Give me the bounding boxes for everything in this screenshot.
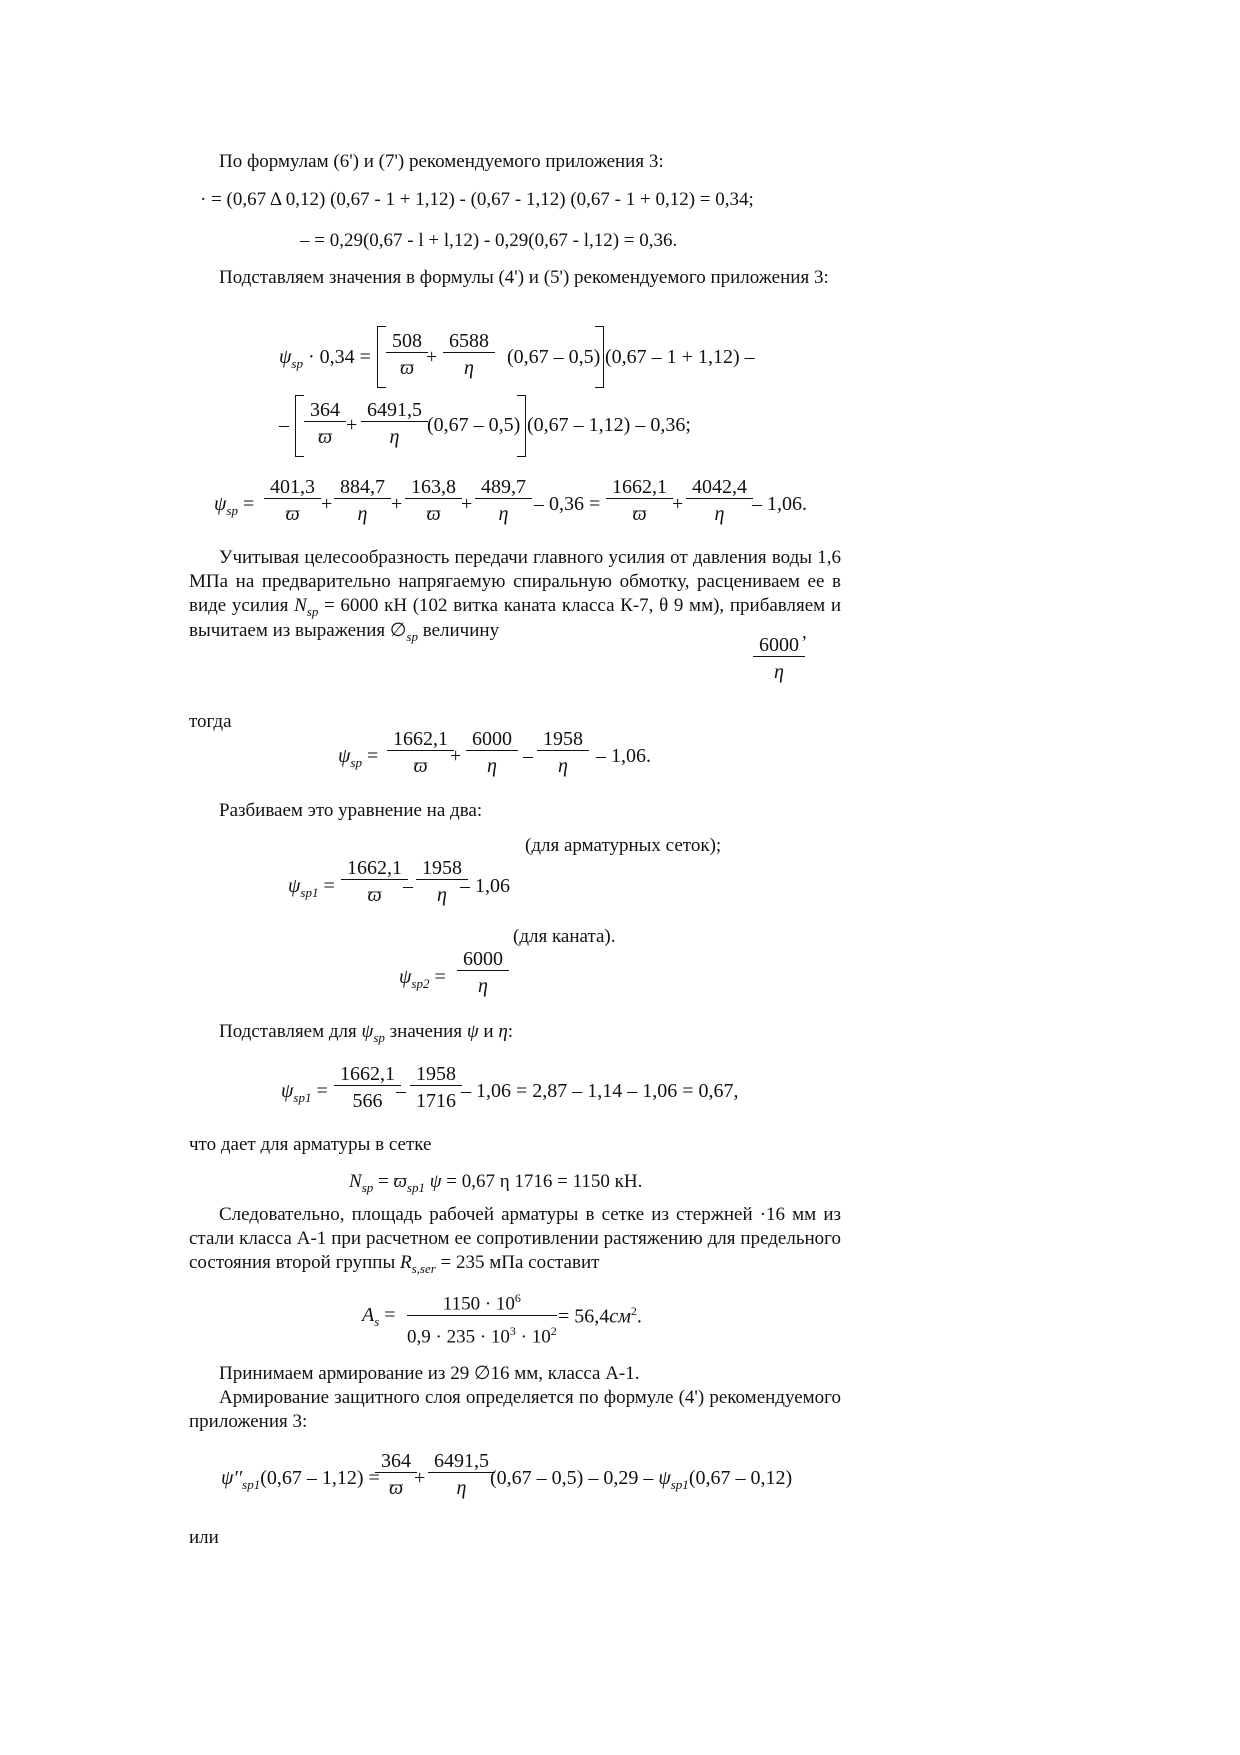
eq3-lhs-rest: · 0,34 = [307, 346, 371, 368]
eq6-d1: ϖ [413, 755, 428, 777]
eq12-plus: + [414, 1467, 426, 1489]
eq4-mid: (0,67 – 0,5) [427, 414, 521, 436]
eq11-num-exp: 6 [514, 1291, 521, 1305]
eq10-eq: = [378, 1171, 389, 1192]
eq10-rest: = 0,67 η 1716 = 1150 кН. [446, 1171, 643, 1192]
eq4-bracket-right [517, 395, 526, 457]
eq12-psi-sub: sp1 [242, 1477, 261, 1492]
p3-n-sub: sp [306, 604, 319, 619]
eq5-frac-6 [686, 476, 753, 525]
text-ili: или [189, 1527, 219, 1548]
paragraph-substitute: Подставляем значения в формулы (4') и (5') рекомендуемого приложения 3: [219, 267, 829, 288]
eq12-tail-a: (0,67 – 0,5) – 0,29 – [490, 1467, 654, 1489]
eq5-frac-5 [606, 476, 673, 525]
eq11-unit: см [609, 1305, 631, 1328]
eq6-plus: + [450, 745, 462, 767]
eq11-den-exp1: 3 [509, 1324, 516, 1339]
eq11-den [407, 1316, 557, 1348]
eq5-plus-2: + [391, 493, 403, 515]
eq7-n2: 1958 [416, 857, 468, 880]
eq9-d1: 566 [352, 1090, 383, 1112]
eq5-psi-sub: sp [226, 503, 238, 518]
eq10-w: ϖ [393, 1171, 407, 1192]
eq11-den-exp2: 2 [550, 1324, 557, 1339]
eq5-frac-3 [405, 476, 462, 525]
eq5-eq: = [242, 493, 255, 515]
p3-text-a: Учитывая целесообразность передачи главного усилия от давления воды 1,6 МПа на предварительно напрягаемую спиральную обмотку, расцениваем ее в виде усилия [189, 547, 841, 616]
paragraph-protective-layer: Армирование защитного слоя определяется по формуле (4') рекомендуемого приложения 3: [189, 1387, 841, 1432]
eq9-d2: 1716 [416, 1090, 456, 1112]
p3-comma: , [802, 622, 807, 643]
eq7-n1: 1662,1 [341, 857, 408, 880]
paragraph-force [189, 546, 841, 644]
p5-text-a: Подставляем для [219, 1021, 357, 1042]
eq9-minus: – [396, 1080, 406, 1102]
p7-r: R [399, 1252, 412, 1273]
p3-fraction [753, 634, 805, 683]
eq11-end: . [636, 1305, 642, 1328]
eq3-bracket-right [595, 326, 604, 388]
p7-r-sub: s,ser [411, 1261, 436, 1276]
eq10-psi: ψ [429, 1171, 442, 1192]
eq6-psi: ψ [338, 745, 351, 767]
eq12-psi2: ψ [658, 1467, 671, 1489]
eq9-n1: 1662,1 [334, 1063, 401, 1086]
eq12-psi: ψ′′ [221, 1467, 243, 1489]
eq11-den-a: 0,9 · 235 · 10 [407, 1326, 510, 1348]
eq5-n5: 1662,1 [606, 476, 673, 499]
eq4-plus: + [346, 414, 358, 436]
eq3-d2: η [464, 357, 474, 379]
p5-eta: η [498, 1021, 508, 1042]
eq3-tail: (0,67 – 1 + 1,12) – [605, 346, 755, 368]
eq6-n3: 1958 [537, 728, 589, 751]
p7-text-a: Следовательно, площадь рабочей арматуры в сетке из стержней ·16 мм из стали класса А-1 при расчетном ее сопротивлении растяжению для предельного состояния второй группы [189, 1204, 841, 1273]
eq12-d1: ϖ [388, 1477, 404, 1499]
eq4-tail: (0,67 – 1,12) – 0,36; [527, 414, 691, 436]
eq3-mid: (0,67 – 0,5) [507, 346, 601, 368]
eq5-d6: η [714, 503, 725, 525]
eq12-n2: 6491,5 [428, 1450, 495, 1473]
eq5-n1: 401,3 [264, 476, 321, 499]
eq12-frac-2 [428, 1450, 495, 1499]
eq5-plus-4: + [672, 493, 684, 515]
eq6-minus: – [523, 745, 533, 767]
eq11-num [407, 1287, 557, 1316]
eq3-frac-1 [386, 330, 428, 379]
eq11-rhs: = 56,4 [558, 1305, 610, 1328]
p3-text-b: = 6000 кН (102 витка каната класса К-7, θ 9 мм), прибавляем и вычитаем из выражения ∅ [189, 595, 842, 641]
p5-text-b: значения [389, 1021, 463, 1042]
eq12-n1: 364 [375, 1450, 417, 1473]
eq5-n3: 163,8 [405, 476, 462, 499]
eq11-a: A [362, 1304, 375, 1326]
eq5-d3: ϖ [426, 503, 441, 525]
eq9-n2: 1958 [410, 1063, 462, 1086]
eq5-plus-1: + [321, 493, 333, 515]
eq12-frac-1 [375, 1450, 417, 1499]
eq5-mid: – 0,36 = [534, 493, 601, 515]
eq5-n6: 4042,4 [686, 476, 753, 499]
equation-10 [349, 1170, 642, 1195]
p3-b-sub: sp [406, 629, 418, 644]
p3-frac-n: 6000 [753, 634, 805, 657]
eq12-lhs-rest: (0,67 – 1,12) = [260, 1467, 380, 1489]
eq4-lead: – [279, 414, 289, 436]
eq7-psi: ψ [288, 875, 301, 897]
eq7-d2: η [437, 884, 447, 906]
eq9-psi-sub: sp1 [293, 1090, 312, 1105]
eq3-psi: ψ [279, 346, 292, 368]
eq3-psi-sub: sp [291, 356, 303, 371]
eq8-d: η [478, 975, 488, 997]
eq6-frac-3 [537, 728, 589, 777]
paragraph-split: Разбиваем это уравнение на два: [219, 800, 483, 821]
equation-2: – = 0,29(0,67 - l + l,12) - 0,29(0,67 - l,12) = 0,36. [300, 230, 678, 251]
p3-n: N [294, 595, 307, 616]
eq3-frac-2 [443, 330, 495, 379]
eq4-d2: η [389, 426, 400, 448]
eq8-psi: ψ [399, 966, 412, 988]
eq5-d5: ϖ [632, 503, 647, 525]
eq8-frac [457, 948, 509, 997]
eq9-tail: – 1,06 = 2,87 – 1,14 – 1,06 = 0,67, [461, 1080, 739, 1102]
p5-colon: : [507, 1021, 514, 1042]
p5-psi-sub: sp [373, 1030, 385, 1045]
eq5-d1: ϖ [285, 503, 300, 525]
eq10-n: N [349, 1171, 362, 1192]
eq3-n2: 6588 [443, 330, 495, 353]
eq7-minus: – [403, 875, 413, 897]
eq11-unit-exp: 2 [630, 1304, 637, 1318]
eq3-d1: ϖ [399, 357, 415, 379]
eq11-a-sub: s [374, 1314, 380, 1329]
note-mesh: (для арматурных сеток); [525, 835, 722, 856]
eq4-n2: 6491,5 [361, 399, 428, 422]
eq7-d1: ϖ [367, 884, 382, 906]
eq5-plus-3: + [461, 493, 473, 515]
eq5-tail: – 1,06. [752, 493, 807, 515]
eq11-frac [407, 1287, 557, 1349]
eq3-n1: 508 [386, 330, 428, 353]
equation-1: · = (0,67 Δ 0,12) (0,67 - 1 + 1,12) - (0,67 - 1,12) (0,67 - 1 + 0,12) = 0,34; [200, 189, 754, 210]
eq6-tail: – 1,06. [596, 745, 651, 767]
eq12-d2: η [456, 1477, 467, 1499]
eq4-n1: 364 [304, 399, 346, 422]
eq6-frac-1 [387, 728, 454, 777]
eq8-eq: = [434, 966, 446, 988]
p5-psi: ψ [361, 1021, 374, 1042]
eq6-d3: η [558, 755, 568, 777]
eq5-frac-4 [475, 476, 532, 525]
eq5-n4: 489,7 [475, 476, 532, 499]
p5-psi2: ψ [466, 1021, 479, 1042]
eq11-eq: = [384, 1304, 396, 1326]
paragraph-mesh: что дает для арматуры в сетке [189, 1134, 432, 1155]
eq6-d2: η [487, 755, 497, 777]
eq7-frac-1 [341, 857, 408, 906]
eq8-psi-sub: sp2 [411, 976, 430, 991]
eq4-frac-2 [361, 399, 428, 448]
eq9-psi: ψ [281, 1080, 294, 1102]
eq7-eq: = [323, 875, 335, 897]
eq9-eq: = [316, 1080, 328, 1102]
eq3-plus: + [426, 346, 438, 368]
p7-text-b: = 235 мПа составит [440, 1252, 600, 1273]
p3-frac-d: η [774, 661, 784, 683]
eq5-frac-2 [334, 476, 391, 525]
eq5-n2: 884,7 [334, 476, 391, 499]
eq6-psi-sub: sp [350, 755, 362, 770]
eq10-n-sub: sp [361, 1180, 374, 1195]
eq6-n1: 1662,1 [387, 728, 454, 751]
eq5-frac-1 [264, 476, 321, 525]
eq8-n: 6000 [457, 948, 509, 971]
text-togda: тогда [189, 711, 232, 732]
eq9-frac-2 [410, 1063, 462, 1112]
p3-text-c: величину [422, 620, 500, 641]
eq11-den-b: · 10 [515, 1326, 551, 1348]
eq7-psi-sub: sp1 [300, 885, 319, 900]
paragraph-intro: По формулам (6') и (7') рекомендуемого приложения 3: [219, 151, 664, 172]
eq4-bracket-left [295, 395, 304, 457]
paragraph-substitute-values [219, 1020, 513, 1045]
paragraph-area [189, 1203, 841, 1276]
eq4-d1: ϖ [317, 426, 333, 448]
eq4-frac-1 [304, 399, 346, 448]
eq9-frac-1 [334, 1063, 401, 1112]
paragraph-reinforcement: Принимаем армирование из 29 ∅16 мм, класса А-1. [219, 1363, 640, 1384]
eq12-tail-b: (0,67 – 0,12) [688, 1467, 793, 1489]
eq10-w-sub: sp1 [406, 1180, 425, 1195]
eq6-frac-2 [466, 728, 518, 777]
eq5-psi: ψ [214, 493, 227, 515]
eq11-num-text: 1150 · 10 [442, 1293, 515, 1315]
p5-text-c: и [483, 1021, 494, 1042]
eq12-psi2-sub: sp1 [670, 1477, 689, 1492]
eq6-eq: = [366, 745, 379, 767]
eq6-n2: 6000 [466, 728, 518, 751]
eq3-bracket-left [377, 326, 386, 388]
eq7-tail: – 1,06 [460, 875, 510, 897]
eq5-d4: η [498, 503, 509, 525]
eq5-d2: η [357, 503, 368, 525]
note-cable: (для каната). [513, 926, 616, 947]
